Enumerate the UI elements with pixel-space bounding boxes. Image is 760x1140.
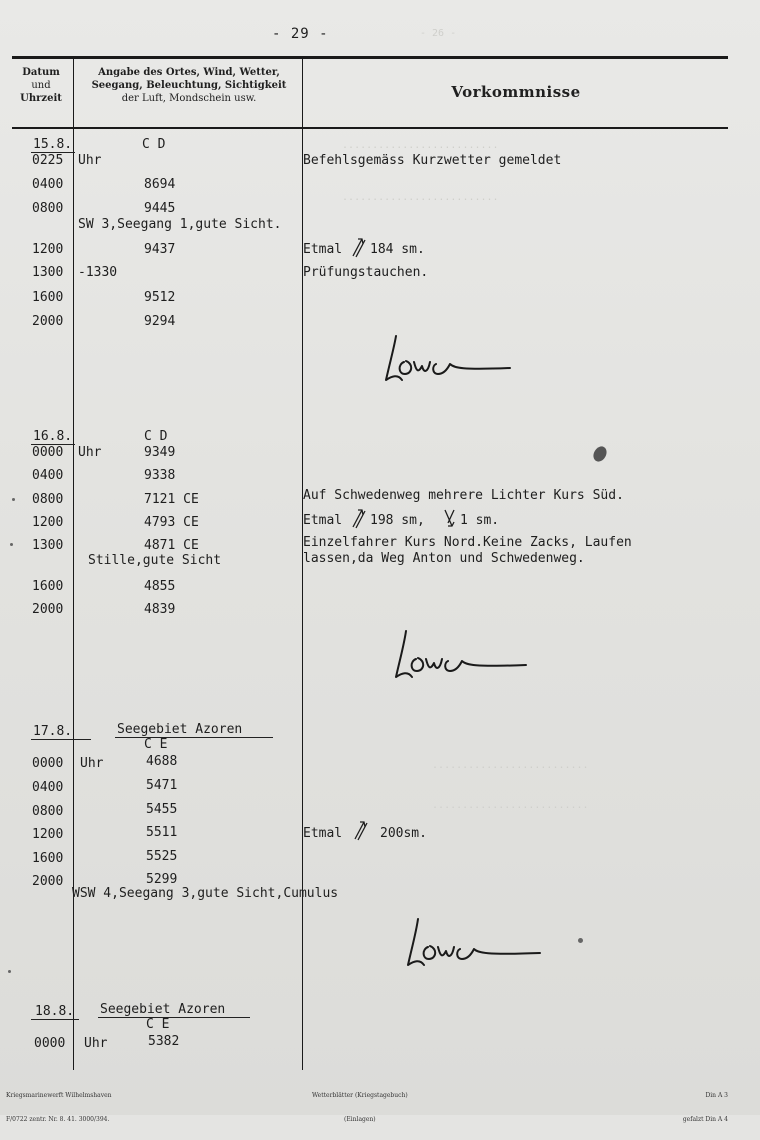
scan-speck [578, 938, 583, 943]
footer-left [6, 1076, 112, 1140]
grid-quadrant: C D [142, 137, 166, 152]
time: 1200 [32, 242, 64, 257]
header-location-line1: Angabe des Ortes, Wind, Wetter, [98, 67, 280, 78]
event-text: Etmal [303, 242, 343, 257]
event-value: 198 sm, [370, 513, 425, 528]
arrow-up-right-icon [350, 236, 368, 258]
time: 2000 [32, 314, 64, 329]
time: 1600 [32, 579, 64, 594]
time-unit: Uhr [84, 1036, 108, 1051]
area-underline [115, 737, 273, 738]
position: 9437 [144, 242, 176, 257]
time: 0000 [32, 756, 64, 771]
page-number: - 29 - [272, 26, 329, 42]
signature-loewe [400, 913, 550, 973]
time: 0000 [34, 1036, 66, 1051]
footer-right-line2: gefalzt Din A 4 [682, 1116, 728, 1123]
column-divider-left [73, 57, 74, 1070]
date-17-8: 17.8. [33, 724, 73, 739]
event-text: Einzelfahrer Kurs Nord.Keine Zacks, Laufen [303, 535, 632, 550]
log-page: - 26 - .......................... .......................... .......................... .......................... - 29 - Datum und Uhrzeit Angabe des Ortes, Wind, Wetter, Seegang, Beleuchtung, Sichtigkeit der Luft, Mondschein usw. Vorkommnisse 15.8. C D 0225 Uhr Befehlsgemäss Kurzwetter gemeldet 0400 8694 0800 9445 SW 3,Seegang 1,gute Sicht. 1200 9437 Etmal 184 sm. 1300 -1330 Prüfungstauchen. 1600 9512 2000 9294 16.8. C D 0000 Uhr 9349 0400 9338 0800 7121 CE Auf Schwedenweg mehrere Lichter Kurs Süd. 1200 4793 CE Etmal 198 sm, 1 sm. 1300 4871 CE Einzelfahrer Kurs Nord.Keine Zacks, Laufen Stille,gute Sicht lassen,da Weg Anton und Schwedenweg. 1600 4855 2000 4839 17.8. Seegebiet Azoren C E 0000 Uhr 4688 0400 5471 0800 5455 1200 5511 Etmal 200sm. 1600 5525 2000 5299 WSW 4,Seegang 3,gute Sicht,Cumulus 18.8. Seegebiet Azoren C E 0000 Uhr 5382 Kriegsmarinewerft Wilhelmshaven F/0722 zentr. Nr. 8. 41. 3000/394. Wetterblätter (Kriegstagebuch) (Einlagen) Din A 3 gefalzt Din A 4 [0, 0, 760, 1115]
position: 7121 CE [144, 492, 199, 507]
footer-center-line1: Wetterblätter (Kriegstagebuch) [312, 1092, 408, 1099]
position: 9349 [144, 445, 176, 460]
time: 2000 [32, 602, 64, 617]
position: -1330 [78, 265, 118, 280]
weather-text: WSW 4,Seegang 3,gute Sicht,Cumulus [72, 886, 339, 901]
weather-text: SW 3,Seegang 1,gute Sicht. [78, 217, 282, 232]
event-text: Etmal [303, 513, 343, 528]
event-value: 200sm. [380, 826, 427, 841]
signature-loewe [378, 328, 528, 388]
position: 4688 [146, 754, 178, 769]
time: 1200 [32, 827, 64, 842]
header-location-column [76, 66, 302, 105]
time: 0400 [32, 780, 64, 795]
header-location-line2: Seegang, Beleuchtung, Sichtigkeit [91, 80, 287, 91]
header-date-line1: Datum [22, 67, 60, 78]
grid-quadrant: C D [144, 429, 168, 444]
event-text: lassen,da Weg Anton und Schwedenweg. [303, 551, 585, 566]
position: 4793 CE [144, 515, 199, 530]
grid-quadrant: C E [144, 737, 168, 752]
header-bottom-rule [12, 127, 728, 129]
time: 0400 [32, 177, 64, 192]
header-date-line2: und [31, 80, 51, 91]
position: 9294 [144, 314, 176, 329]
signature-loewe [390, 625, 540, 685]
scan-speck [8, 970, 11, 973]
date-underline [31, 739, 91, 740]
sea-area: Seegebiet Azoren [100, 1002, 226, 1017]
position: 9445 [144, 201, 176, 216]
arrow-down-right-icon [442, 507, 458, 529]
time: 1300 [32, 538, 64, 553]
time-unit: Uhr [78, 153, 102, 168]
position: 5382 [148, 1034, 180, 1049]
time: 0225 [32, 153, 64, 168]
header-top-rule [12, 56, 728, 59]
time-unit: Uhr [78, 445, 102, 460]
header-date-line3: Uhrzeit [20, 93, 62, 104]
time: 0400 [32, 468, 64, 483]
position: 4839 [144, 602, 176, 617]
header-date-column [12, 66, 70, 105]
time-unit: Uhr [80, 756, 104, 771]
position: 4871 CE [144, 538, 199, 553]
position: 5299 [146, 872, 178, 887]
position: 5511 [146, 825, 178, 840]
header-events-column: Vorkommnisse [451, 83, 581, 101]
scan-speck [591, 444, 609, 464]
time: 0800 [32, 201, 64, 216]
footer-left-line2: F/0722 zentr. Nr. 8. 41. 3000/394. [6, 1116, 110, 1123]
weather-text: Stille,gute Sicht [88, 553, 222, 568]
date-16-8: 16.8. [33, 429, 73, 444]
time: 0000 [32, 445, 64, 460]
position: 5471 [146, 778, 178, 793]
date-underline [31, 1019, 79, 1020]
footer-center [312, 1076, 408, 1140]
arrow-up-right-icon [350, 507, 368, 529]
position: 4855 [144, 579, 176, 594]
position: 8694 [144, 177, 176, 192]
scan-speck [12, 498, 15, 501]
position: 9338 [144, 468, 176, 483]
sea-area: Seegebiet Azoren [117, 722, 243, 737]
scan-speck [10, 543, 13, 546]
footer-left-line1: Kriegsmarinewerft Wilhelmshaven [6, 1092, 112, 1099]
time: 1600 [32, 851, 64, 866]
grid-quadrant: C E [146, 1017, 170, 1032]
time: 0800 [32, 804, 64, 819]
event-text: Prüfungstauchen. [303, 265, 429, 280]
footer-right-line1: Din A 3 [705, 1092, 728, 1099]
event-text: Befehlsgemäss Kurzwetter gemeldet [303, 153, 562, 168]
event-text: Auf Schwedenweg mehrere Lichter Kurs Süd. [303, 488, 624, 503]
header-location-line3: der Luft, Mondschein usw. [121, 93, 257, 104]
area-underline [98, 1017, 250, 1018]
time: 0800 [32, 492, 64, 507]
footer-right [660, 1076, 728, 1140]
position: 5455 [146, 802, 178, 817]
date-15-8: 15.8. [33, 137, 73, 152]
event-text: Etmal [303, 826, 343, 841]
event-value-secondary: 1 sm. [460, 513, 500, 528]
position: 9512 [144, 290, 176, 305]
arrow-up-right-icon [352, 819, 370, 841]
time: 1600 [32, 290, 64, 305]
footer-center-line2: (Einlagen) [344, 1116, 376, 1123]
date-18-8: 18.8. [35, 1004, 75, 1019]
event-value: 184 sm. [370, 242, 425, 257]
time: 1300 [32, 265, 64, 280]
position: 5525 [146, 849, 178, 864]
time: 1200 [32, 515, 64, 530]
time: 2000 [32, 874, 64, 889]
